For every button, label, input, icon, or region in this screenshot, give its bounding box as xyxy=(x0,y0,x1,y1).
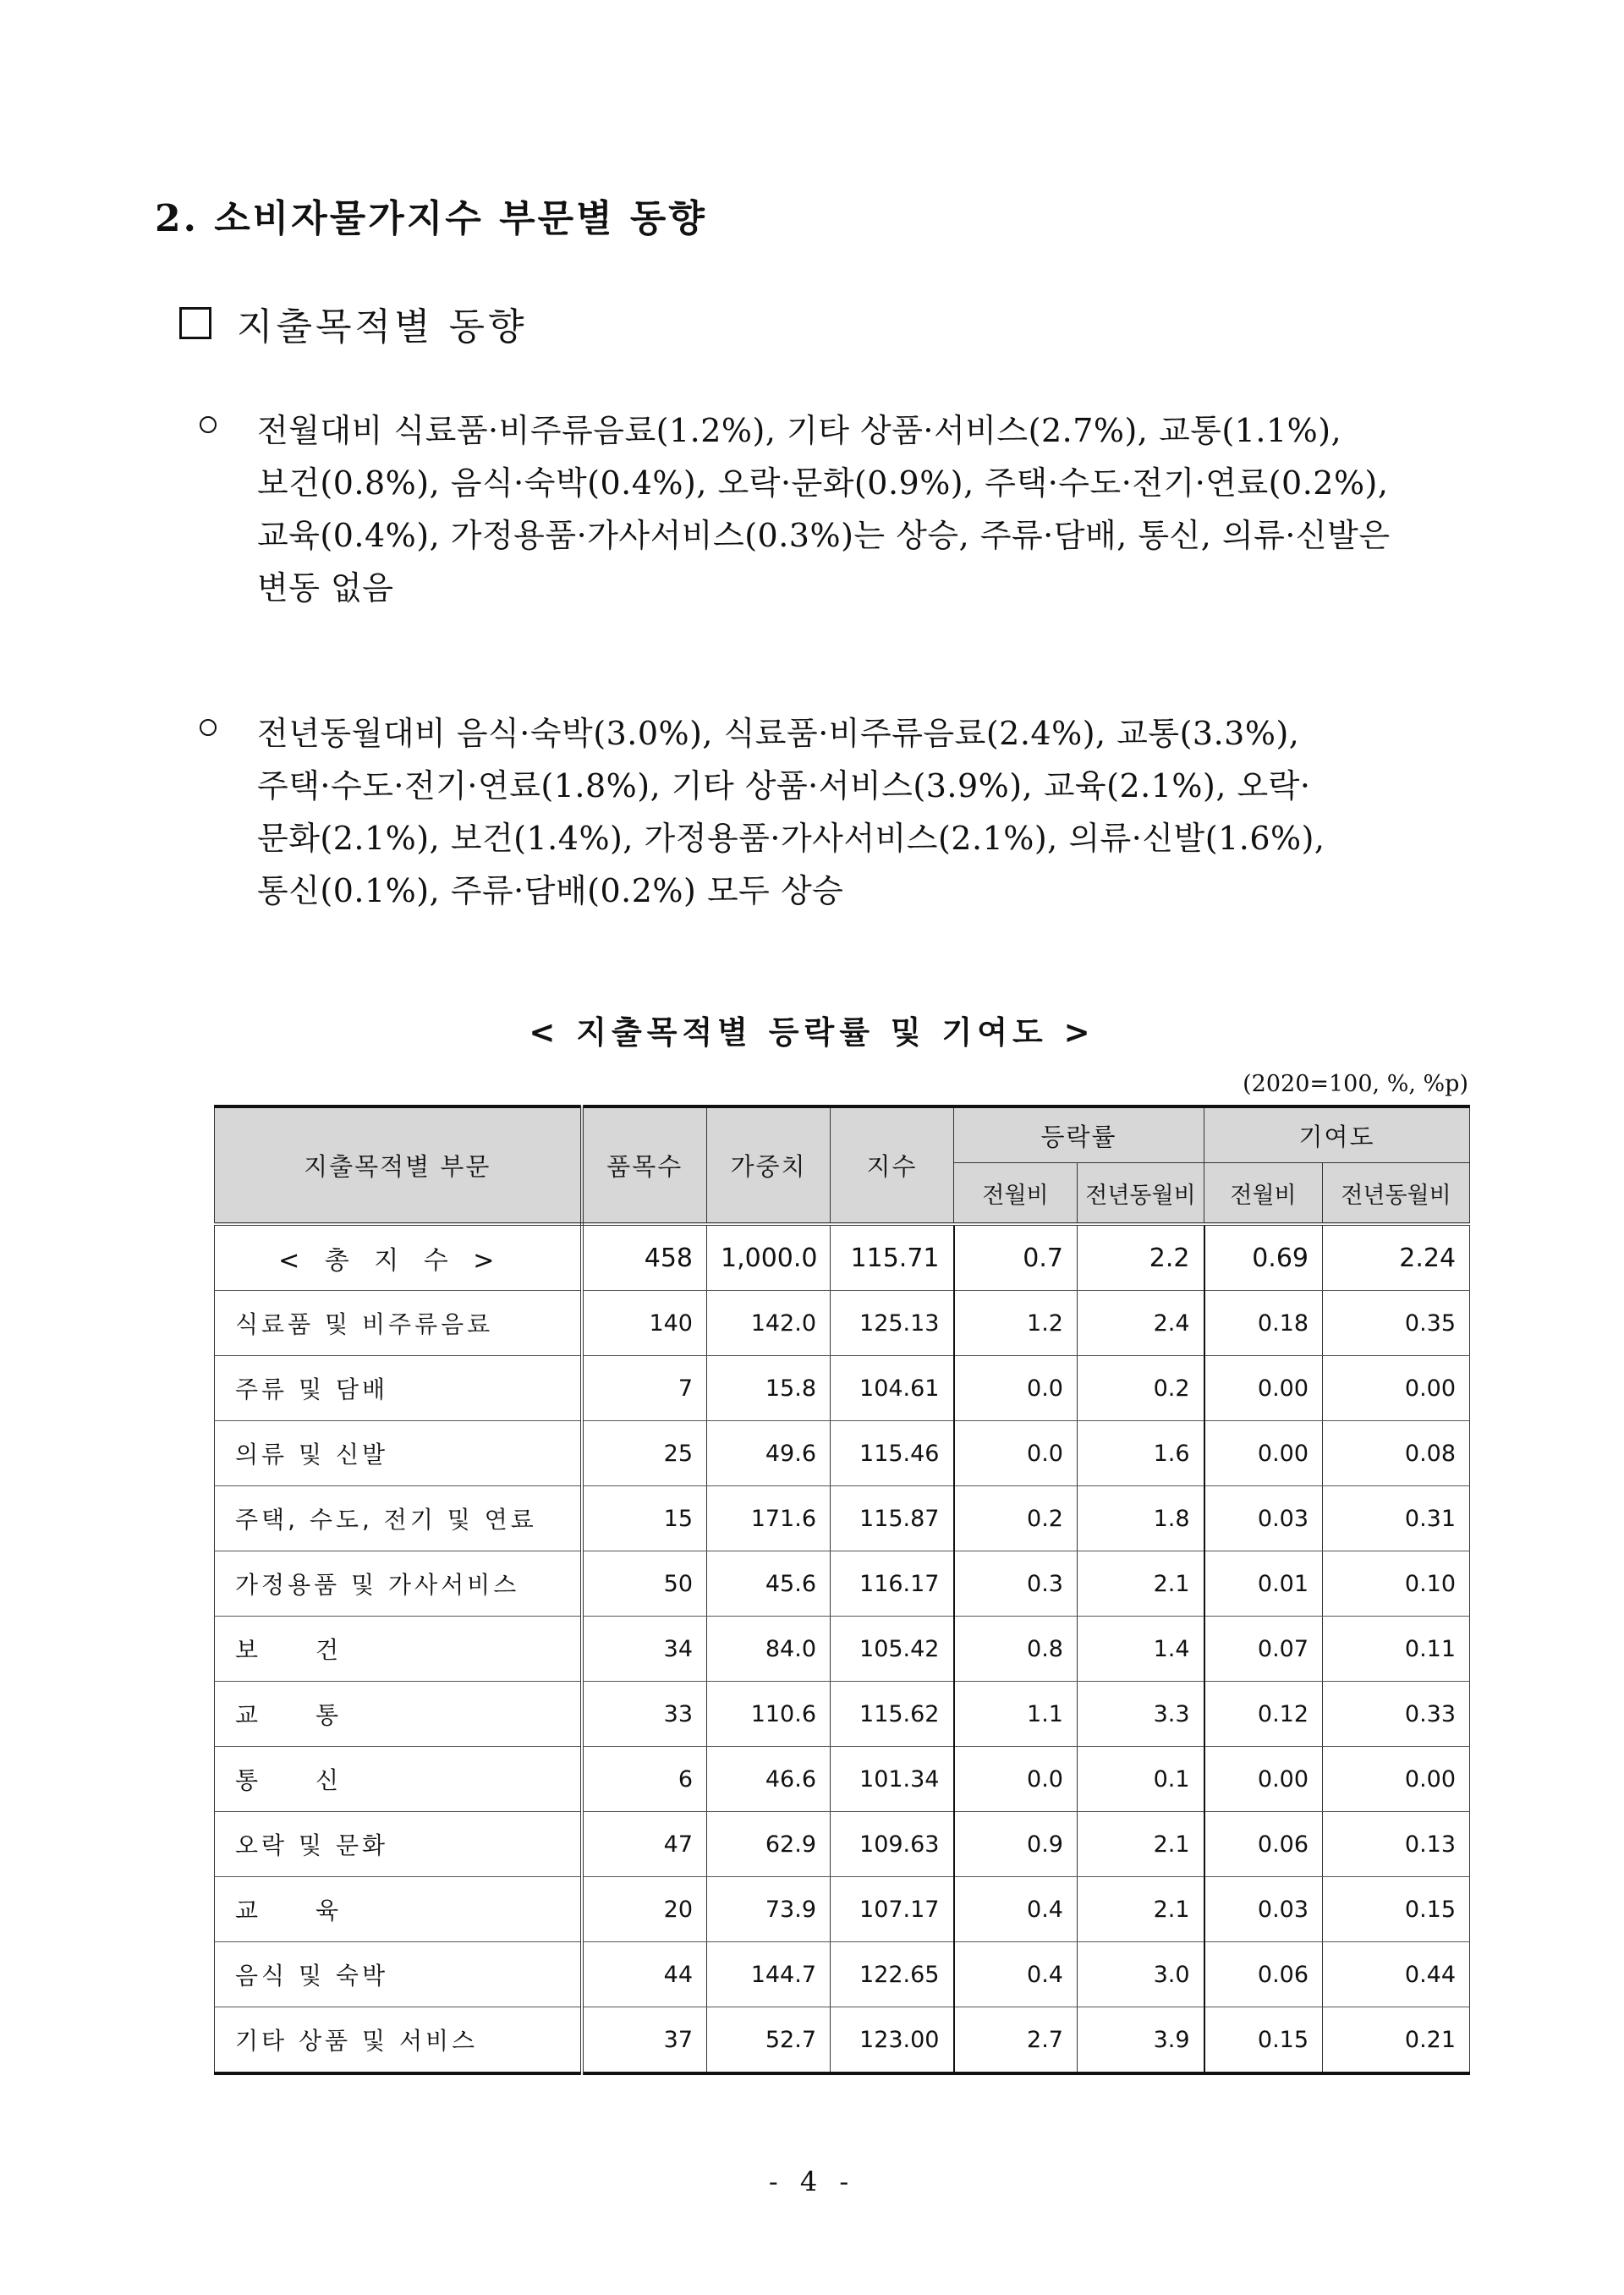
cell-change-mom: 1.1 xyxy=(954,1682,1078,1747)
cell-items: 25 xyxy=(582,1421,707,1486)
header-contrib-mom: 전월비 xyxy=(1204,1163,1323,1225)
cell-index: 115.87 xyxy=(831,1486,954,1551)
cell-items: 20 xyxy=(582,1877,707,1942)
subsection-title: 지출목적별 동향 xyxy=(237,305,528,349)
bullet-line: 전년동월대비 음식·숙박(3.0%), 식료품·비주류음료(2.4%), 교통(3.3%), xyxy=(257,715,1300,752)
bullet-paragraph-mom xyxy=(200,404,1485,614)
unit-note: (2020=100, %, %p) xyxy=(1243,1071,1468,1097)
cell-change-mom: 0.2 xyxy=(954,1486,1078,1551)
cell-contrib-yoy: 2.24 xyxy=(1323,1224,1470,1291)
cell-items: 47 xyxy=(582,1812,707,1877)
cell-weight: 52.7 xyxy=(707,2007,831,2074)
cell-contrib-yoy: 0.35 xyxy=(1323,1291,1470,1356)
cell-items: 15 xyxy=(582,1486,707,1551)
cell-change-yoy: 2.1 xyxy=(1078,1551,1204,1617)
row-name: 오락 및 문화 xyxy=(215,1812,582,1877)
row-name: 주택, 수도, 전기 및 연료 xyxy=(215,1486,582,1551)
page-number: - 4 - xyxy=(768,2166,856,2198)
cell-contrib-mom: 0.00 xyxy=(1204,1421,1323,1486)
cell-change-mom: 0.4 xyxy=(954,1877,1078,1942)
bullet-line: 문화(2.1%), 보건(1.4%), 가정용품·가사서비스(2.1%), 의류·신발(1.6%), xyxy=(257,820,1325,857)
circle-bullet-icon xyxy=(200,719,217,736)
cell-items: 6 xyxy=(582,1747,707,1812)
cell-contrib-yoy: 0.15 xyxy=(1323,1877,1470,1942)
cell-contrib-yoy: 0.10 xyxy=(1323,1551,1470,1617)
cell-items: 37 xyxy=(582,2007,707,2074)
cell-change-yoy: 1.4 xyxy=(1078,1617,1204,1682)
table-row xyxy=(215,1877,1470,1942)
cell-weight: 110.6 xyxy=(707,1682,831,1747)
row-name: 의류 및 신발 xyxy=(215,1421,582,1486)
cell-contrib-yoy: 0.44 xyxy=(1323,1942,1470,2007)
cell-weight: 171.6 xyxy=(707,1486,831,1551)
cell-change-mom: 1.2 xyxy=(954,1291,1078,1356)
cell-items: 458 xyxy=(582,1224,707,1291)
cell-contrib-mom: 0.07 xyxy=(1204,1617,1323,1682)
bullet-line: 전월대비 식료품·비주류음료(1.2%), 기타 상품·서비스(2.7%), 교통(1.1%), xyxy=(257,412,1342,449)
cell-change-yoy: 1.8 xyxy=(1078,1486,1204,1551)
header-weight: 가중치 xyxy=(707,1106,831,1224)
header-change-group: 등락률 xyxy=(954,1106,1204,1163)
row-name: 교 통 xyxy=(215,1682,582,1747)
header-contribution-group: 기여도 xyxy=(1204,1106,1470,1163)
cell-index: 104.61 xyxy=(831,1356,954,1421)
cell-weight: 46.6 xyxy=(707,1747,831,1812)
cell-change-mom: 0.7 xyxy=(954,1224,1078,1291)
cell-change-yoy: 3.9 xyxy=(1078,2007,1204,2074)
cell-items: 50 xyxy=(582,1551,707,1617)
cell-index: 109.63 xyxy=(831,1812,954,1877)
cell-weight: 84.0 xyxy=(707,1617,831,1682)
cell-contrib-yoy: 0.08 xyxy=(1323,1421,1470,1486)
cell-change-yoy: 3.0 xyxy=(1078,1942,1204,2007)
cell-change-yoy: 2.2 xyxy=(1078,1224,1204,1291)
cell-contrib-mom: 0.06 xyxy=(1204,1812,1323,1877)
section-title: 2. 소비자물가지수 부문별 동향 xyxy=(155,197,707,240)
cell-change-mom: 0.0 xyxy=(954,1421,1078,1486)
cell-change-yoy: 1.6 xyxy=(1078,1421,1204,1486)
cell-contrib-mom: 0.18 xyxy=(1204,1291,1323,1356)
cell-items: 7 xyxy=(582,1356,707,1421)
cell-index: 115.71 xyxy=(831,1224,954,1291)
cell-items: 44 xyxy=(582,1942,707,2007)
bullet-line: 통신(0.1%), 주류·담배(0.2%) 모두 상승 xyxy=(257,872,844,909)
cell-index: 115.46 xyxy=(831,1421,954,1486)
cell-change-yoy: 0.1 xyxy=(1078,1747,1204,1812)
table-row xyxy=(215,1421,1470,1486)
bullet-line: 주택·수도·전기·연료(1.8%), 기타 상품·서비스(3.9%), 교육(2.1%), 오락· xyxy=(257,767,1311,804)
cell-contrib-yoy: 0.13 xyxy=(1323,1812,1470,1877)
row-name: 식료품 및 비주류음료 xyxy=(215,1291,582,1356)
expenditure-table xyxy=(214,1105,1470,2075)
cell-index: 107.17 xyxy=(831,1877,954,1942)
cell-change-mom: 2.7 xyxy=(954,2007,1078,2074)
cell-items: 140 xyxy=(582,1291,707,1356)
row-name: 기타 상품 및 서비스 xyxy=(215,2007,582,2074)
row-name: < 총 지 수 > xyxy=(215,1224,582,1291)
cell-weight: 144.7 xyxy=(707,1942,831,2007)
cell-change-mom: 0.4 xyxy=(954,1942,1078,2007)
bullet-line: 보건(0.8%), 음식·숙박(0.4%), 오락·문화(0.9%), 주택·수도·전기·연료(0.2%), xyxy=(257,464,1389,502)
header-contrib-yoy: 전년동월비 xyxy=(1323,1163,1470,1225)
cell-contrib-yoy: 0.11 xyxy=(1323,1617,1470,1682)
table-row xyxy=(215,1942,1470,2007)
cell-index: 122.65 xyxy=(831,1942,954,2007)
cell-change-yoy: 2.4 xyxy=(1078,1291,1204,1356)
circle-bullet-icon xyxy=(200,416,217,433)
bullet-line: 교육(0.4%), 가정용품·가사서비스(0.3%)는 상승, 주류·담배, 통신, 의류·신발은 xyxy=(257,517,1391,554)
cell-contrib-yoy: 0.31 xyxy=(1323,1486,1470,1551)
cell-change-yoy: 3.3 xyxy=(1078,1682,1204,1747)
table-row xyxy=(215,1356,1470,1421)
cell-contrib-mom: 0.06 xyxy=(1204,1942,1323,2007)
cell-items: 33 xyxy=(582,1682,707,1747)
header-index: 지수 xyxy=(831,1106,954,1224)
row-name: 음식 및 숙박 xyxy=(215,1942,582,2007)
table-row xyxy=(215,1812,1470,1877)
table-row xyxy=(215,1486,1470,1551)
table-row-total xyxy=(215,1224,1470,1291)
cell-contrib-yoy: 0.00 xyxy=(1323,1747,1470,1812)
cell-index: 123.00 xyxy=(831,2007,954,2074)
table-row xyxy=(215,1551,1470,1617)
row-name: 가정용품 및 가사서비스 xyxy=(215,1551,582,1617)
row-name: 교 육 xyxy=(215,1877,582,1942)
cell-contrib-mom: 0.00 xyxy=(1204,1747,1323,1812)
row-name: 통 신 xyxy=(215,1747,582,1812)
cell-contrib-mom: 0.01 xyxy=(1204,1551,1323,1617)
cell-weight: 49.6 xyxy=(707,1421,831,1486)
row-name: 보 건 xyxy=(215,1617,582,1682)
header-items: 품목수 xyxy=(582,1106,707,1224)
cell-contrib-mom: 0.12 xyxy=(1204,1682,1323,1747)
cell-weight: 45.6 xyxy=(707,1551,831,1617)
cell-change-yoy: 0.2 xyxy=(1078,1356,1204,1421)
table-caption: < 지출목적별 등락률 및 기여도 > xyxy=(529,1014,1095,1051)
cell-change-mom: 0.0 xyxy=(954,1747,1078,1812)
cell-contrib-mom: 0.03 xyxy=(1204,1486,1323,1551)
cell-contrib-yoy: 0.33 xyxy=(1323,1682,1470,1747)
cell-weight: 15.8 xyxy=(707,1356,831,1421)
subsection-heading xyxy=(179,296,528,350)
cell-change-yoy: 2.1 xyxy=(1078,1877,1204,1942)
header-change-yoy: 전년동월비 xyxy=(1078,1163,1204,1225)
cell-index: 125.13 xyxy=(831,1291,954,1356)
bullet-line: 변동 없음 xyxy=(257,569,394,607)
cell-change-mom: 0.8 xyxy=(954,1617,1078,1682)
cell-items: 34 xyxy=(582,1617,707,1682)
cell-weight: 73.9 xyxy=(707,1877,831,1942)
table-row xyxy=(215,1291,1470,1356)
cell-index: 116.17 xyxy=(831,1551,954,1617)
cell-weight: 62.9 xyxy=(707,1812,831,1877)
cell-change-mom: 0.9 xyxy=(954,1812,1078,1877)
table-row xyxy=(215,1617,1470,1682)
header-category: 지출목적별 부문 xyxy=(215,1106,582,1224)
cell-index: 115.62 xyxy=(831,1682,954,1747)
cell-change-mom: 0.0 xyxy=(954,1356,1078,1421)
cell-index: 101.34 xyxy=(831,1747,954,1812)
cell-contrib-mom: 0.00 xyxy=(1204,1356,1323,1421)
cell-contrib-mom: 0.15 xyxy=(1204,2007,1323,2074)
bullet-paragraph-yoy xyxy=(200,707,1485,917)
cell-weight: 142.0 xyxy=(707,1291,831,1356)
cell-contrib-yoy: 0.21 xyxy=(1323,2007,1470,2074)
bullet-text xyxy=(257,404,1485,614)
table-row xyxy=(215,1747,1470,1812)
cell-index: 105.42 xyxy=(831,1617,954,1682)
cell-change-mom: 0.3 xyxy=(954,1551,1078,1617)
cell-contrib-yoy: 0.00 xyxy=(1323,1356,1470,1421)
header-change-mom: 전월비 xyxy=(954,1163,1078,1225)
cell-contrib-mom: 0.03 xyxy=(1204,1877,1323,1942)
cell-weight: 1,000.0 xyxy=(707,1224,831,1291)
cell-contrib-mom: 0.69 xyxy=(1204,1224,1323,1291)
row-name: 주류 및 담배 xyxy=(215,1356,582,1421)
table-body xyxy=(215,1224,1470,2073)
table-row xyxy=(215,1682,1470,1747)
table-row xyxy=(215,2007,1470,2074)
bullet-text xyxy=(257,707,1485,917)
square-bullet-icon xyxy=(179,307,211,339)
cell-change-yoy: 2.1 xyxy=(1078,1812,1204,1877)
